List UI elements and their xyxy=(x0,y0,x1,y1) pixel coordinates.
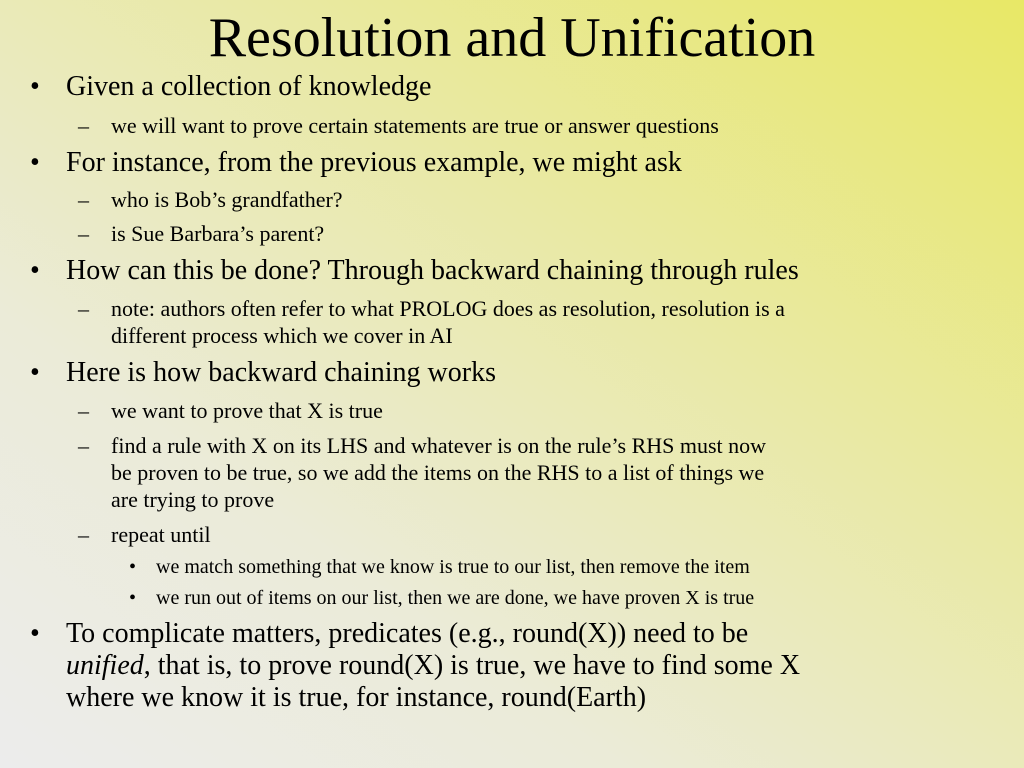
sub-bullet-text: we will want to prove certain statements are true or answer questions xyxy=(111,113,719,138)
bullet-for-instance xyxy=(0,147,1024,179)
sub-bullet-prove-statements xyxy=(0,112,1024,139)
sub-bullet-marker: • xyxy=(129,556,137,578)
sub-bullet-text-line: different process which we cover in AI xyxy=(111,323,453,348)
sub-bullet-text: repeat until xyxy=(111,522,211,547)
sub-bullet-text: we want to prove that X is true xyxy=(111,398,383,423)
bullet-complicate-matters-cont xyxy=(0,682,1024,714)
sub-bullet-text-line: find a rule with X on its LHS and whatever is on the rule’s RHS must now xyxy=(111,433,767,458)
bullet-marker: • xyxy=(30,71,40,102)
bullet-marker: • xyxy=(30,618,40,649)
sub-bullet-prove-x xyxy=(0,397,1024,424)
bullet-text: How can this be done? Through backward chaining through rules xyxy=(66,255,799,286)
bullet-text: Here is how backward chaining works xyxy=(66,357,496,388)
bullet-how-can-this xyxy=(0,255,1024,287)
dash-marker: – xyxy=(78,433,89,458)
dash-marker: – xyxy=(78,187,89,212)
sub-bullet-text-line: note: authors often refer to what PROLOG does as resolution, resolution is a xyxy=(111,296,785,321)
bullet-backward-chaining xyxy=(0,357,1024,389)
sub-bullet-sue-parent xyxy=(0,220,1024,247)
bullet-complicate-matters xyxy=(0,618,1024,650)
sub-bullet-text-line: be proven to be true, so we add the items on the RHS to a list of things we xyxy=(111,460,765,485)
sub-bullet-repeat-until xyxy=(0,521,1024,548)
sub-sub-bullet-text: we match something that we know is true to our list, then remove the item xyxy=(156,556,750,578)
sub-sub-bullet-match xyxy=(0,555,1024,579)
sub-bullet-bob-grandfather xyxy=(0,186,1024,213)
bullet-given-collection xyxy=(0,71,1024,103)
sub-bullet-text: is Sue Barbara’s parent? xyxy=(111,221,325,246)
dash-marker: – xyxy=(78,221,89,246)
sub-sub-bullet-text: we run out of items on our list, then we are done, we have proven X is true xyxy=(156,587,755,609)
dash-marker: – xyxy=(78,398,89,423)
emphasis-unified: unified xyxy=(66,650,144,681)
dash-marker: – xyxy=(78,113,89,138)
sub-bullet-note-prolog xyxy=(0,295,1024,322)
sub-bullet-find-rule xyxy=(0,432,1024,459)
dash-marker: – xyxy=(78,296,89,321)
sub-bullet-note-prolog-cont xyxy=(0,322,1024,349)
slide-body xyxy=(0,70,1024,714)
bullet-complicate-matters-cont xyxy=(0,650,1024,682)
bullet-text-line: , that is, to prove round(X) is true, we have to find some X xyxy=(143,650,801,681)
sub-bullet-text: who is Bob’s grandfather? xyxy=(111,187,343,212)
sub-bullet-marker: • xyxy=(129,587,137,609)
sub-sub-bullet-run-out xyxy=(0,586,1024,610)
bullet-text: Given a collection of knowledge xyxy=(66,71,432,102)
bullet-text-line: To complicate matters, predicates (e.g., round(X)) need to be xyxy=(66,618,749,649)
bullet-marker: • xyxy=(30,357,40,388)
bullet-text-line: where we know it is true, for instance, round(Earth) xyxy=(66,682,647,713)
dash-marker: – xyxy=(78,522,89,547)
sub-bullet-find-rule-cont xyxy=(0,459,1024,486)
sub-bullet-text-line: are trying to prove xyxy=(111,487,275,512)
bullet-marker: • xyxy=(30,255,40,286)
bullet-text: For instance, from the previous example, we might ask xyxy=(66,147,682,178)
slide-title: Resolution and Unification xyxy=(208,7,816,69)
sub-bullet-find-rule-cont xyxy=(0,486,1024,513)
bullet-marker: • xyxy=(30,147,40,178)
